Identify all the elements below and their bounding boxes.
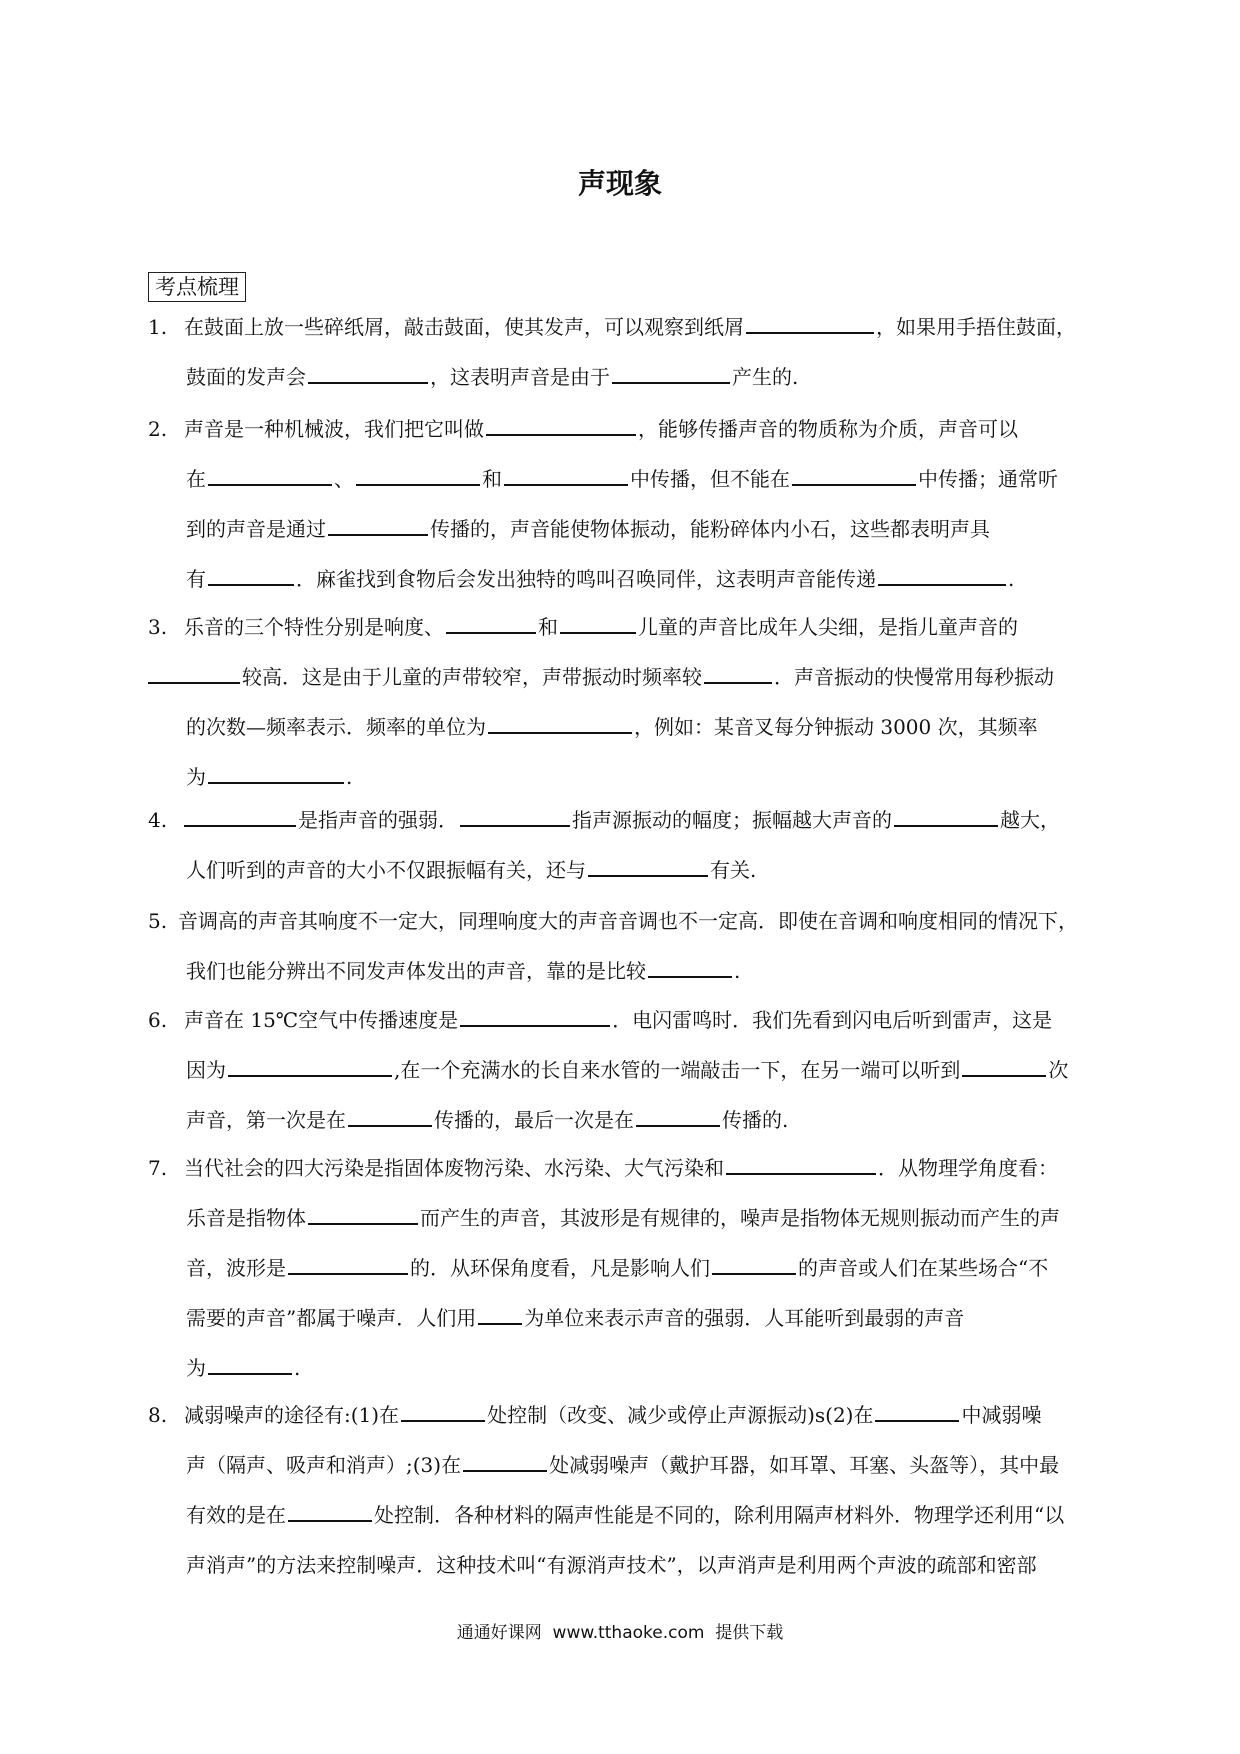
- question-line: [148, 554, 1138, 604]
- answer-blank: [460, 811, 570, 827]
- question-text: 为单位来表示声音的强弱．人耳能听到最弱的声音: [524, 1306, 965, 1330]
- answer-blank: [460, 1011, 610, 1027]
- answer-blank: [348, 1111, 432, 1127]
- question-line: [148, 404, 1138, 454]
- answer-blank: [401, 1406, 485, 1422]
- question-text: 较高．这是由于儿童的声带较窄，声带振动时频率较: [242, 665, 702, 689]
- question-line: [148, 652, 1138, 702]
- question-text: 和: [538, 615, 558, 639]
- question-text: 的声音或人们在某些场合“不: [798, 1256, 1049, 1280]
- question-line: [148, 602, 1138, 652]
- question-text: ．从物理学角度看：: [878, 1156, 1058, 1180]
- answer-blank: [478, 1309, 522, 1325]
- question-line: [148, 504, 1138, 554]
- question-number: 4.: [148, 808, 168, 832]
- question-text: ．电闪雷鸣时．我们先看到闪电后听到雷声，这是: [612, 1008, 1053, 1032]
- answer-blank: [208, 570, 294, 586]
- question-line: [148, 1095, 1138, 1145]
- question-text: 次: [1048, 1058, 1069, 1082]
- answer-blank: [208, 768, 344, 784]
- question-text: 减弱噪声的途径有:(1)在: [184, 1403, 400, 1427]
- question-line: [148, 352, 1138, 402]
- question-number: 2.: [148, 417, 168, 441]
- question-text: 人们听到的声音的大小不仅跟振幅有关，还与: [186, 858, 586, 882]
- question-text: 产生的.: [732, 365, 799, 389]
- question-5: [148, 896, 1138, 996]
- question-line: [148, 1193, 1138, 1243]
- question-line: [148, 896, 1138, 946]
- answer-blank: [894, 811, 998, 827]
- answer-blank: [184, 811, 296, 827]
- answer-blank: [878, 570, 1006, 586]
- question-number: 6.: [148, 1008, 168, 1032]
- answer-blank: [463, 1456, 547, 1472]
- answer-blank: [486, 420, 636, 436]
- answer-blank: [712, 1259, 796, 1275]
- question-text: 当代社会的四大污染是指固体废物污染、水污染、大气污染和: [184, 1156, 724, 1180]
- question-line: [148, 702, 1138, 752]
- question-text: 声音，第一次是在: [186, 1108, 346, 1132]
- question-text: 音，波形是: [186, 1256, 286, 1280]
- question-line: [148, 1390, 1138, 1440]
- question-line: [148, 454, 1138, 504]
- question-number: 3.: [148, 615, 168, 639]
- question-text: ,在一个充满水的长自来水管的一端敲击一下，在另一端可以听到: [394, 1058, 961, 1082]
- question-text: 中传播，但不能在: [630, 467, 790, 491]
- question-text: .: [294, 1356, 301, 1380]
- answer-blank: [288, 1506, 372, 1522]
- question-text: 处减弱噪声（戴护耳器，如耳罩、耳塞、头盔等），其中最: [549, 1453, 1060, 1477]
- question-6: [148, 995, 1138, 1145]
- question-2: [148, 404, 1138, 604]
- answer-blank: [148, 668, 240, 684]
- answer-blank: [704, 668, 772, 684]
- question-1: [148, 302, 1138, 402]
- answer-blank: [308, 368, 428, 384]
- question-text: 鼓面的发声会: [186, 365, 306, 389]
- question-text: 、: [334, 467, 354, 491]
- question-line: [148, 946, 1138, 996]
- answer-blank: [328, 520, 428, 536]
- question-text: 乐音是指物体: [186, 1206, 306, 1230]
- question-line: [148, 302, 1138, 352]
- question-text: 传播的，最后一次是在: [434, 1108, 634, 1132]
- question-text: ．麻雀找到食物后会发出独特的鸣叫召唤同伴，这表明声音能传递: [296, 567, 876, 591]
- question-text: 处控制．各种材料的隔声性能是不同的，除利用隔声材料外．物理学还利用“以: [374, 1503, 1065, 1527]
- question-text: 儿童的声音比成年人尖细，是指儿童声音的: [638, 615, 1018, 639]
- question-text: ，如果用手捂住鼓面，: [876, 315, 1076, 339]
- question-text: 和: [482, 467, 502, 491]
- page-title: 声现象: [577, 167, 662, 200]
- question-text: ，能够传播声音的物质称为介质，声音可以: [638, 417, 1018, 441]
- question-number: 5.: [148, 909, 168, 933]
- question-number: 1.: [148, 315, 168, 339]
- question-line: [148, 1293, 1138, 1343]
- answer-blank: [648, 962, 732, 978]
- question-text: 中传播；通常听: [918, 467, 1058, 491]
- question-text: 传播的，声音能使物体振动，能粉碎体内小石，这些都表明声具: [430, 517, 990, 541]
- question-text: 到的声音是通过: [186, 517, 326, 541]
- answer-blank: [746, 318, 874, 334]
- question-text: 处控制（改变、减少或停止声源振动)s(2)在: [487, 1403, 874, 1427]
- question-text: 声消声”的方法来控制噪声．这种技术叫“有源消声技术”，以声消声是利用两个声波的疏部和密部: [186, 1553, 1037, 1577]
- answer-blank: [588, 861, 708, 877]
- question-text: .: [346, 765, 353, 789]
- question-text: 音调高的声音其响度不一定大，同理响度大的声音音调也不一定高．即使在音调和响度相同的情况下，: [178, 909, 1078, 933]
- answer-blank: [488, 718, 632, 734]
- question-text: .: [1008, 567, 1015, 591]
- answer-blank: [612, 368, 730, 384]
- answer-blank: [726, 1159, 876, 1175]
- question-text: 有关.: [710, 858, 757, 882]
- answer-blank: [308, 1209, 418, 1225]
- answer-blank: [228, 1061, 392, 1077]
- section-label: 考点梳理: [148, 272, 246, 302]
- answer-blank: [208, 1359, 292, 1375]
- question-line: [148, 1143, 1138, 1193]
- question-text: 因为: [186, 1058, 226, 1082]
- question-text: 传播的.: [722, 1108, 789, 1132]
- question-number: 8.: [148, 1403, 168, 1427]
- question-line: [148, 1045, 1138, 1095]
- question-4: [148, 795, 1138, 895]
- question-text: 需要的声音”都属于噪声．人们用: [186, 1306, 477, 1330]
- answer-blank: [792, 470, 916, 486]
- question-text: 越大，: [1000, 808, 1060, 832]
- question-text: 而产生的声音，其波形是有规律的，噪声是指物体无规则振动而产生的声: [420, 1206, 1060, 1230]
- question-8: [148, 1390, 1138, 1590]
- question-text: 为: [186, 765, 206, 789]
- question-text: 声（隔声、吸声和消声）;(3)在: [186, 1453, 462, 1477]
- question-line: [148, 845, 1138, 895]
- page-footer: 通通好课网 www.tthaoke.com 提供下载: [456, 1623, 784, 1643]
- question-text: 的．从环保角度看，凡是影响人们: [410, 1256, 710, 1280]
- question-3: [148, 602, 1138, 802]
- question-text: ，例如：某音叉每分钟振动 3000 次，其频率: [634, 715, 1038, 739]
- question-number: 7.: [148, 1156, 168, 1180]
- question-line: [148, 1343, 1138, 1393]
- question-text: 中减弱噪: [961, 1403, 1042, 1427]
- answer-blank: [962, 1061, 1046, 1077]
- question-text: .: [734, 959, 741, 983]
- question-text: 有: [186, 567, 206, 591]
- answer-blank: [636, 1111, 720, 1127]
- answer-blank: [288, 1259, 408, 1275]
- question-line: [148, 795, 1138, 845]
- answer-blank: [446, 618, 536, 634]
- question-text: 在鼓面上放一些碎纸屑，敲击鼓面，使其发声，可以观察到纸屑: [184, 315, 744, 339]
- answer-blank: [875, 1406, 959, 1422]
- question-line: [148, 1490, 1138, 1540]
- question-text: 在: [186, 467, 206, 491]
- question-text: ，这表明声音是由于: [430, 365, 610, 389]
- answer-blank: [208, 470, 332, 486]
- question-7: [148, 1143, 1138, 1393]
- question-text: 我们也能分辨出不同发声体发出的声音，靠的是比较: [186, 959, 646, 983]
- question-text: ．声音振动的快慢常用每秒振动: [774, 665, 1054, 689]
- question-line: [148, 1440, 1138, 1490]
- answer-blank: [356, 470, 480, 486]
- question-text: 是指声音的强弱．: [298, 808, 458, 832]
- question-text: 的次数—频率表示．频率的单位为: [186, 715, 486, 739]
- question-line: [148, 1243, 1138, 1293]
- question-text: 声音是一种机械波，我们把它叫做: [184, 417, 484, 441]
- question-text: 声音在 15℃空气中传播速度是: [184, 1008, 459, 1032]
- question-text: 为: [186, 1356, 206, 1380]
- answer-blank: [504, 470, 628, 486]
- question-text: 有效的是在: [186, 1503, 286, 1527]
- question-line: [148, 995, 1138, 1045]
- question-line: [148, 1540, 1138, 1590]
- question-text: 乐音的三个特性分别是响度、: [184, 615, 444, 639]
- answer-blank: [560, 618, 636, 634]
- question-text: 指声源振动的幅度；振幅越大声音的: [572, 808, 892, 832]
